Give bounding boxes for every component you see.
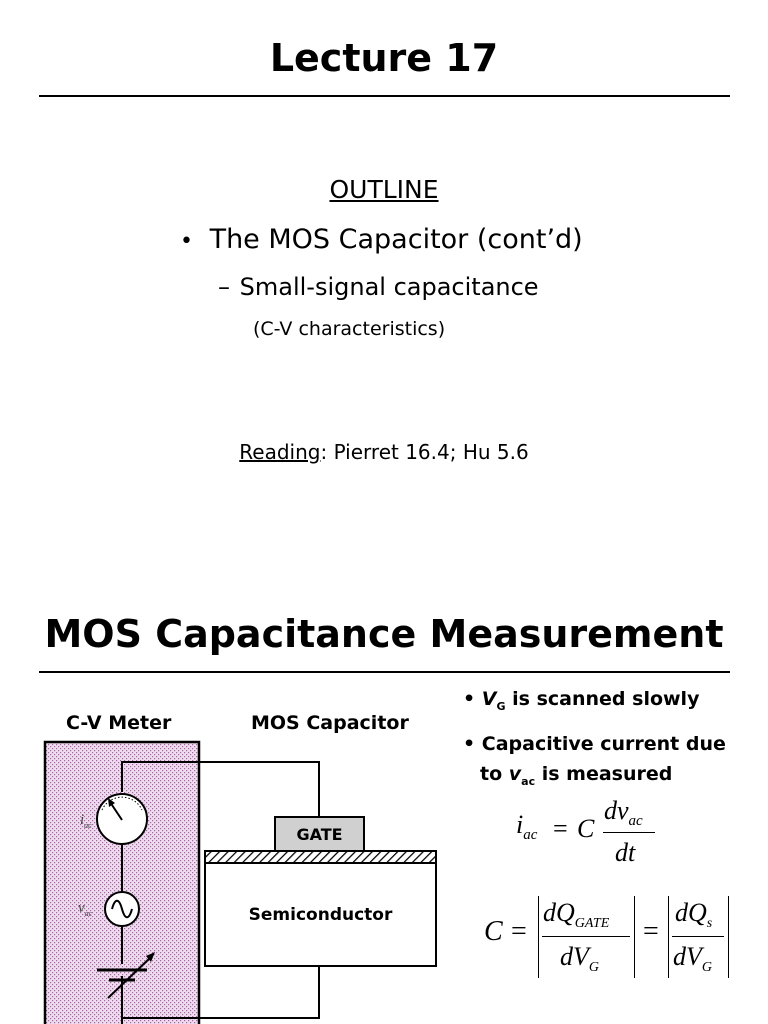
eq1-equals: = [553,814,568,843]
bullet-dot: • [180,229,193,254]
eq2-abs-bar-left-2 [668,896,669,978]
bullet-capacitive-current [463,729,726,797]
bullet2-to: to [480,763,509,785]
vac-sub: ac [521,774,536,788]
ammeter-icon [97,794,147,844]
bullet1-text: is scanned slowly [505,688,700,710]
i-ac-sub: ac [84,821,92,830]
eq2-fraction-bar-1 [542,936,630,937]
eq1-numerator [604,796,643,830]
eq2-den1-sub: G [588,960,600,976]
eq2-lhs: C [484,916,503,947]
bullet-vg-scanned [463,688,699,713]
vg-sub: G [496,699,506,713]
measurement-title: MOS Capacitance Measurement [44,612,724,656]
sub-note: (C-V characteristics) [253,318,446,340]
eq1-num: dv [604,796,629,825]
eq2-numerator-2 [675,898,712,932]
semiconductor-label: Semiconductor [248,905,393,925]
oxide-layer [205,851,436,863]
eq1-fraction-bar [603,832,655,833]
i-ac-var: i [80,812,85,828]
eq2-equals-1: = [511,916,527,947]
v-ac-var: v [78,900,85,916]
eq2-num1-sub: GATE [574,916,610,932]
eq1-denominator: dt [615,838,636,867]
dash-marker: – [218,273,230,301]
outline-sub-item [218,271,539,303]
eq2-denominator-1 [560,942,599,976]
mos-capacitor-label: MOS Capacitor [251,712,409,734]
eq2-den2: dV [673,942,702,971]
eq1-lhs-sub: ac [523,827,538,844]
eq2-num2-sub: s [706,916,713,932]
i-ac-label [80,812,92,830]
bullet-dot: • [463,733,476,755]
measurement-title-rule [39,671,730,673]
reading-line [0,438,768,466]
reading-label: Reading [239,440,321,464]
vac-var: v [508,763,522,785]
eq2-numerator-1 [543,898,609,932]
eq1-num-sub: ac [628,813,643,830]
equation-iac [516,810,537,844]
vg-var: V [481,688,497,710]
cv-meter-label: C-V Meter [66,712,172,734]
eq2-equals-2: = [643,916,659,947]
eq2-abs-bar-right-2 [728,896,729,978]
eq2-fraction-bar-2 [672,936,724,937]
title-rule [39,95,730,97]
sub-item-text: Small-signal capacitance [239,273,539,301]
eq1-c: C [577,814,595,843]
gate-label: GATE [296,825,343,844]
ac-source-icon [105,892,139,926]
outline-heading: OUTLINE [329,175,439,204]
eq2-num1: dQ [543,898,575,927]
v-ac-label [78,900,92,918]
bullet-text: The MOS Capacitor (cont’d) [209,224,583,255]
bullet2-line1: Capacitive current due [481,733,726,755]
eq2-abs-bar-right-1 [634,896,635,978]
bullet-dot: • [463,688,476,710]
bullet2-line2: is measured [535,763,673,785]
v-ac-sub: ac [84,909,93,918]
eq2-denominator-2 [673,942,712,976]
reading-text: : Pierret 16.4; Hu 5.6 [320,440,529,464]
eq2-den2-sub: G [701,960,713,976]
outline-bullet-item [180,222,583,260]
eq2-den1: dV [560,942,589,971]
lecture-title: Lecture 17 [269,36,499,80]
eq2-abs-bar-left-1 [538,896,539,978]
eq2-num2: dQ [675,898,707,927]
eq1-lhs: i [516,810,524,839]
